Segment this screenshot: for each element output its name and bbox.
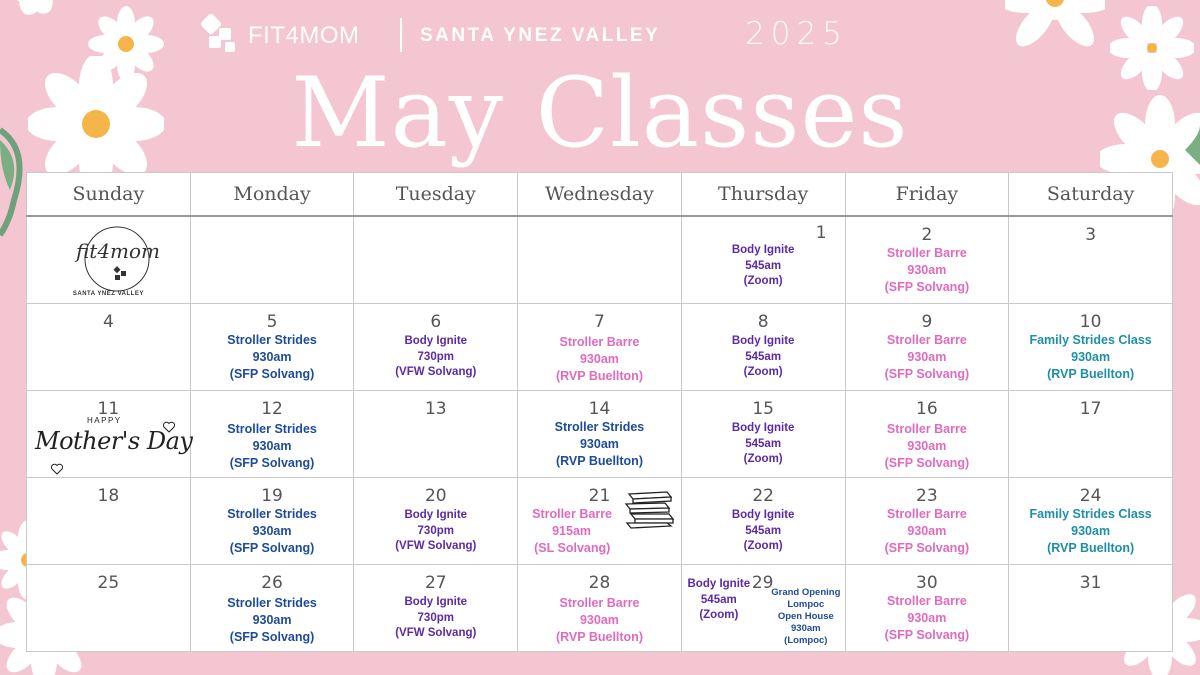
day-number: 10 xyxy=(1079,312,1102,332)
class-location: (SFP Solvang) xyxy=(229,456,315,470)
class-name: Stroller Barre xyxy=(886,333,967,347)
class-location: (Zoom) xyxy=(699,609,739,621)
class-name: Stroller Strides xyxy=(227,333,317,347)
day-number: 14 xyxy=(588,399,611,419)
day-cell xyxy=(190,565,354,652)
weekday-friday: Friday xyxy=(845,173,1009,217)
class-name: Family Strides Class xyxy=(1029,507,1152,521)
day-number: 16 xyxy=(916,399,938,419)
class-name: Stroller Strides xyxy=(227,507,317,521)
class-location: (VFW Solvang) xyxy=(395,627,477,639)
day-number: 26 xyxy=(261,573,283,593)
day-cell xyxy=(354,391,518,478)
day-number: 13 xyxy=(424,399,447,419)
event-city: Lompoc xyxy=(787,599,825,610)
class-location: (RVP Buellton) xyxy=(555,454,643,468)
class-location: (Zoom) xyxy=(743,453,783,465)
day-cell xyxy=(27,304,191,391)
class-location: (SFP Solvang) xyxy=(229,630,315,644)
day-cell xyxy=(518,304,682,391)
class-location: (VFW Solvang) xyxy=(395,540,477,552)
class-location: (Zoom) xyxy=(743,540,783,552)
day-cell xyxy=(190,304,354,391)
day-cell xyxy=(518,565,682,652)
class-time: 915am xyxy=(552,524,592,538)
day-cell xyxy=(845,565,1009,652)
day-number: 22 xyxy=(752,486,774,506)
week-row xyxy=(27,391,1173,478)
day-cell xyxy=(354,565,518,652)
event-name: Grand Opening xyxy=(771,587,841,598)
class-name: Body Ignite xyxy=(731,422,795,434)
class-location: (SFP Solvang) xyxy=(884,367,970,381)
day-cell xyxy=(354,478,518,565)
day-number: 30 xyxy=(916,573,938,593)
class-name: Body Ignite xyxy=(404,596,468,608)
class-location: (SFP Solvang) xyxy=(884,456,970,470)
day-number: 2 xyxy=(921,225,933,245)
happy-label: HAPPY xyxy=(87,416,122,425)
class-time: 930am xyxy=(579,613,619,627)
class-name: Stroller Barre xyxy=(532,507,613,521)
class-name: Stroller Strides xyxy=(227,596,317,610)
class-time: 730pm xyxy=(417,524,454,537)
logo-wordmark: fit4mom xyxy=(75,239,161,263)
class-location: (Zoom) xyxy=(743,275,783,287)
class-name: Body Ignite xyxy=(404,509,468,521)
class-time: 545am xyxy=(745,437,782,450)
class-time: 545am xyxy=(745,350,782,363)
class-time: 930am xyxy=(907,524,947,538)
class-name: Stroller Barre xyxy=(886,246,967,260)
calendar-grid xyxy=(26,172,1173,652)
day-cell xyxy=(681,391,845,478)
weekday-header-row xyxy=(27,173,1173,217)
day-cell xyxy=(681,478,845,565)
weekday-wednesday: Wednesday xyxy=(518,173,682,217)
day-cell-empty xyxy=(190,216,354,304)
day-number: 7 xyxy=(594,312,605,332)
week-row xyxy=(27,565,1173,652)
day-number: 8 xyxy=(757,312,769,332)
week-row xyxy=(27,216,1173,304)
weekday-monday: Monday xyxy=(190,173,354,217)
day-number: 5 xyxy=(266,312,278,332)
day-number: 23 xyxy=(916,486,938,506)
class-location: (RVP Buellton) xyxy=(555,369,643,383)
day-number: 11 xyxy=(97,399,120,419)
day-number: 31 xyxy=(1079,573,1102,593)
class-name: Body Ignite xyxy=(731,509,795,521)
class-location: (VFW Solvang) xyxy=(395,366,477,378)
class-location: (SFP Solvang) xyxy=(884,280,970,294)
class-name: Body Ignite xyxy=(687,578,751,590)
class-location: (SL Solvang) xyxy=(534,541,611,555)
class-time: 930am xyxy=(1071,350,1111,364)
class-time: 930am xyxy=(252,439,292,453)
day-cell xyxy=(518,391,682,478)
day-cell xyxy=(27,391,191,478)
class-name: Body Ignite xyxy=(731,335,795,347)
class-name: Stroller Barre xyxy=(886,422,967,436)
day-cell-empty xyxy=(354,216,518,304)
day-cell xyxy=(1009,391,1173,478)
day-number: 6 xyxy=(430,312,442,332)
class-time: 545am xyxy=(745,259,782,272)
class-time: 930am xyxy=(252,350,292,364)
class-time: 930am xyxy=(907,439,947,453)
books-icon xyxy=(623,490,675,530)
logo-caption: SANTA YNEZ VALLEY xyxy=(72,291,144,297)
class-name: Stroller Barre xyxy=(886,507,967,521)
mothers-day-label: Mother's Day xyxy=(35,427,193,455)
class-time: 545am xyxy=(745,524,782,537)
day-cell xyxy=(845,391,1009,478)
page-title: May Classes xyxy=(291,57,909,169)
event-location: (Lompoc) xyxy=(784,635,828,646)
day-cell xyxy=(845,304,1009,391)
day-cell xyxy=(27,565,191,652)
day-cell-empty xyxy=(518,216,682,304)
day-cell xyxy=(1009,304,1173,391)
day-cell xyxy=(845,478,1009,565)
class-time: 930am xyxy=(252,524,292,538)
heart-icon xyxy=(163,421,175,433)
day-number: 4 xyxy=(102,312,114,332)
heart-icon xyxy=(51,463,63,475)
weekday-thursday: Thursday xyxy=(681,173,845,217)
class-name: Family Strides Class xyxy=(1029,333,1152,347)
day-cell-logo xyxy=(27,216,191,304)
year-label: 2025 xyxy=(745,16,848,52)
class-location: (Zoom) xyxy=(743,366,783,378)
fit4mom-logo-icon xyxy=(201,14,241,54)
day-number: 19 xyxy=(261,486,283,506)
weekday-saturday: Saturday xyxy=(1009,173,1173,217)
event-subtitle: Open House xyxy=(777,611,834,622)
day-number: 29 xyxy=(751,573,774,593)
class-location: (RVP Buellton) xyxy=(1047,541,1135,555)
event-time: 930am xyxy=(791,623,821,634)
day-cell xyxy=(190,478,354,565)
day-cell xyxy=(354,304,518,391)
day-number: 21 xyxy=(588,486,611,506)
class-location: (SFP Solvang) xyxy=(229,541,315,555)
day-number: 3 xyxy=(1085,225,1097,245)
class-time: 545am xyxy=(700,593,737,606)
class-time: 930am xyxy=(252,613,292,627)
class-location: (RVP Buellton) xyxy=(555,630,643,644)
day-cell xyxy=(1009,216,1173,304)
class-time: 930am xyxy=(579,437,619,451)
day-cell xyxy=(27,478,191,565)
day-number: 1 xyxy=(815,223,827,243)
header-divider xyxy=(400,18,402,52)
week-row xyxy=(27,304,1173,391)
class-name: Stroller Barre xyxy=(559,596,640,610)
day-cell xyxy=(681,304,845,391)
class-time: 730pm xyxy=(417,350,454,363)
day-number: 27 xyxy=(424,573,447,593)
weekday-sunday: Sunday xyxy=(27,173,191,217)
week-row xyxy=(27,478,1173,565)
class-location: (RVP Buellton) xyxy=(1047,367,1135,381)
day-number: 18 xyxy=(97,486,120,506)
class-name: Body Ignite xyxy=(404,335,468,347)
day-number: 9 xyxy=(921,312,933,332)
day-number: 25 xyxy=(97,573,120,593)
class-time: 930am xyxy=(907,611,947,625)
day-cell xyxy=(1009,478,1173,565)
class-name: Stroller Barre xyxy=(559,335,640,349)
class-time: 730pm xyxy=(417,611,454,624)
day-number: 12 xyxy=(261,399,283,419)
day-cell xyxy=(681,216,845,304)
class-time: 930am xyxy=(907,263,947,277)
day-number: 28 xyxy=(588,573,611,593)
day-cell xyxy=(1009,565,1173,652)
class-name: Stroller Strides xyxy=(227,422,317,436)
class-name: Body Ignite xyxy=(731,244,795,256)
class-location: (SFP Solvang) xyxy=(884,628,970,642)
class-name: Stroller Strides xyxy=(554,420,645,434)
day-cell xyxy=(681,565,845,652)
class-time: 930am xyxy=(579,352,619,366)
location-name: SANTA YNEZ VALLEY xyxy=(420,25,661,46)
day-number: 20 xyxy=(424,486,447,506)
day-number: 17 xyxy=(1079,399,1102,419)
day-number: 15 xyxy=(752,399,774,419)
class-name: Stroller Barre xyxy=(886,594,967,608)
class-time: 930am xyxy=(907,350,947,364)
class-location: (SFP Solvang) xyxy=(229,367,315,381)
day-cell xyxy=(190,391,354,478)
class-location: (SFP Solvang) xyxy=(884,541,970,555)
day-cell xyxy=(845,216,1009,304)
class-time: 930am xyxy=(1071,524,1111,538)
weekday-tuesday: Tuesday xyxy=(354,173,518,217)
day-number: 24 xyxy=(1079,486,1102,506)
day-cell xyxy=(518,478,682,565)
brand-name: FIT4MOM xyxy=(248,22,360,49)
